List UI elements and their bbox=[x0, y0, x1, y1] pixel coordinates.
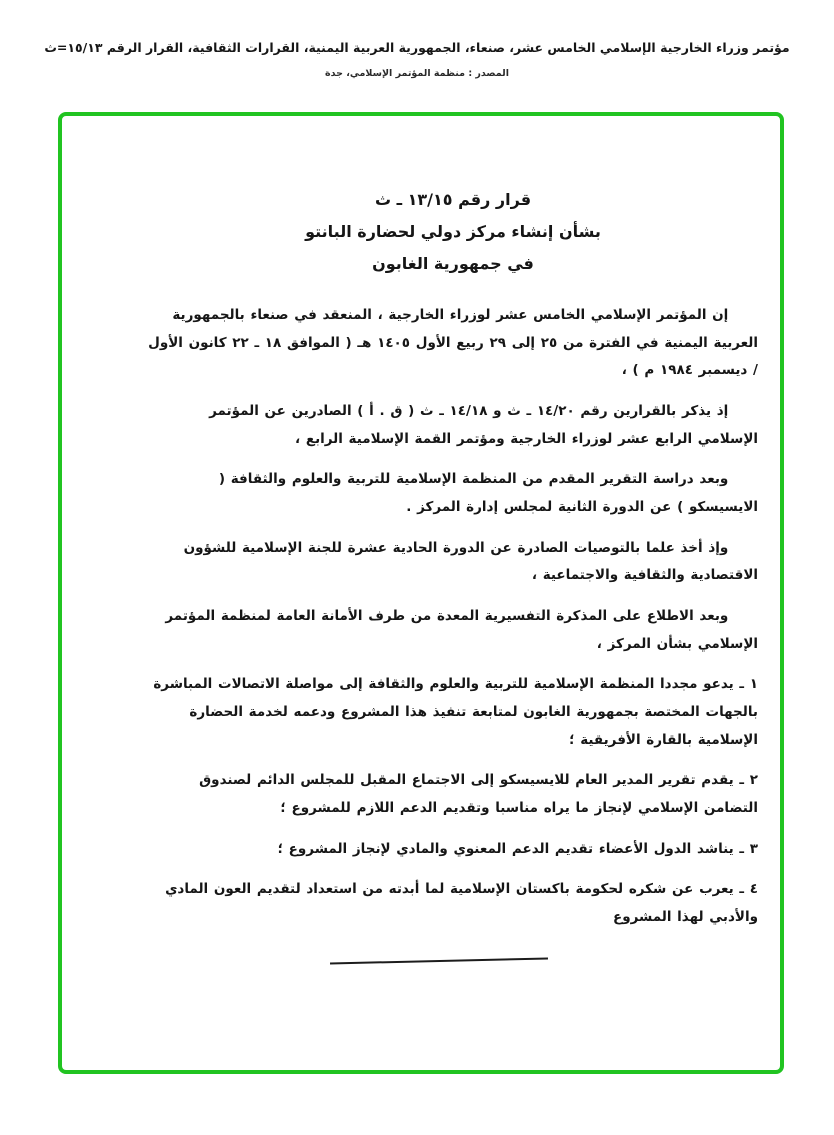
document-source-line: المصدر : منظمة المؤتمر الإسلامي، جدة bbox=[325, 68, 509, 79]
paragraph-operative-4: ٤ ـ يعرب عن شكره لحكومة باكستان الإسلامية لما أبدته من استعداد لتقديم العون المادي والأدبي لهذا المشروع bbox=[165, 881, 758, 926]
paragraph-preamble-2: إذ يذكر بالقرارين رقم ١٤/٢٠ ـ ث و ١٤/١٨ ـ ث ( ق . أ ) الصادرين عن المؤتمر الإسلامي الرابع عشر لوزراء الخارجية ومؤتمر القمة الإسلامية الرابع ، bbox=[209, 403, 758, 447]
paragraph-preamble-3: وبعد دراسة التقرير المقدم من المنظمة الإسلامية للتربية والعلوم والثقافة ( الايسيسكو ) عن الدورة الثانية لمجلس إدارة المركز . bbox=[218, 471, 758, 516]
document-body bbox=[148, 184, 758, 962]
document-header-line: مؤتمر وزراء الخارجية الإسلامي الخامس عشر، صنعاء، الجمهورية العربية اليمنية، القرارات الثقافية، القرار الرقم ١٥/١٣=ث bbox=[44, 40, 790, 55]
resolution-number: قرار رقم ١٣/١٥ ـ ث bbox=[374, 190, 532, 209]
paragraph-preamble-4: وإذ أخذ علما بالتوصيات الصادرة عن الدورة الحادية عشرة للجنة الإسلامية للشؤون الاقتصادية والثقافية والاجتماعية ، bbox=[183, 539, 758, 584]
paragraph-operative-1: ١ ـ يدعو مجددا المنظمة الإسلامية للتربية والعلوم والثقافة إلى مواصلة الاتصالات المباشرة بالجهات المختصة بجمهورية الغابون لمتابعة تنفيذ هذا المشروع ودعمه لخدمة الحضارة الإسلامية بالقارة الأفريقية ؛ bbox=[153, 676, 758, 748]
paragraph-preamble-5: وبعد الاطلاع على المذكرة التفسيرية المعدة من طرف الأمانة العامة لمنظمة المؤتمر الإسلامي بشأن المركز ، bbox=[165, 608, 758, 652]
paragraph-operative-3: ٣ ـ يناشد الدول الأعضاء تقديم الدعم المعنوي والمادي لإنجاز المشروع ؛ bbox=[277, 840, 758, 857]
paragraph-operative-2: ٢ ـ يقدم تقرير المدير العام للايسيسكو إلى الاجتماع المقبل للمجلس الدائم لصندوق التضامن الإسلامي لإنجاز ما يراه مناسبا وتقديم الدعم اللازم للمشروع ؛ bbox=[199, 772, 758, 817]
resolution-title-block bbox=[148, 184, 758, 280]
resolution-country: في جمهورية الغابون bbox=[372, 254, 534, 273]
signature-divider bbox=[330, 957, 548, 964]
document-frame bbox=[58, 112, 784, 1074]
resolution-subject: بشأن إنشاء مركز دولي لحضارة البانتو bbox=[305, 222, 601, 241]
paragraph-preamble-1: إن المؤتمر الإسلامي الخامس عشر لوزراء الخارجية ، المنعقد في صنعاء بالجمهورية العربية اليمنية في الفترة من ٢٥ إلى ٢٩ ربيع الأول ١٤٠٥ هـ ( الموافق ١٨ ـ ٢٢ كانون الأول / ديسمبر ١٩٨٤ م ) ، bbox=[148, 307, 758, 379]
